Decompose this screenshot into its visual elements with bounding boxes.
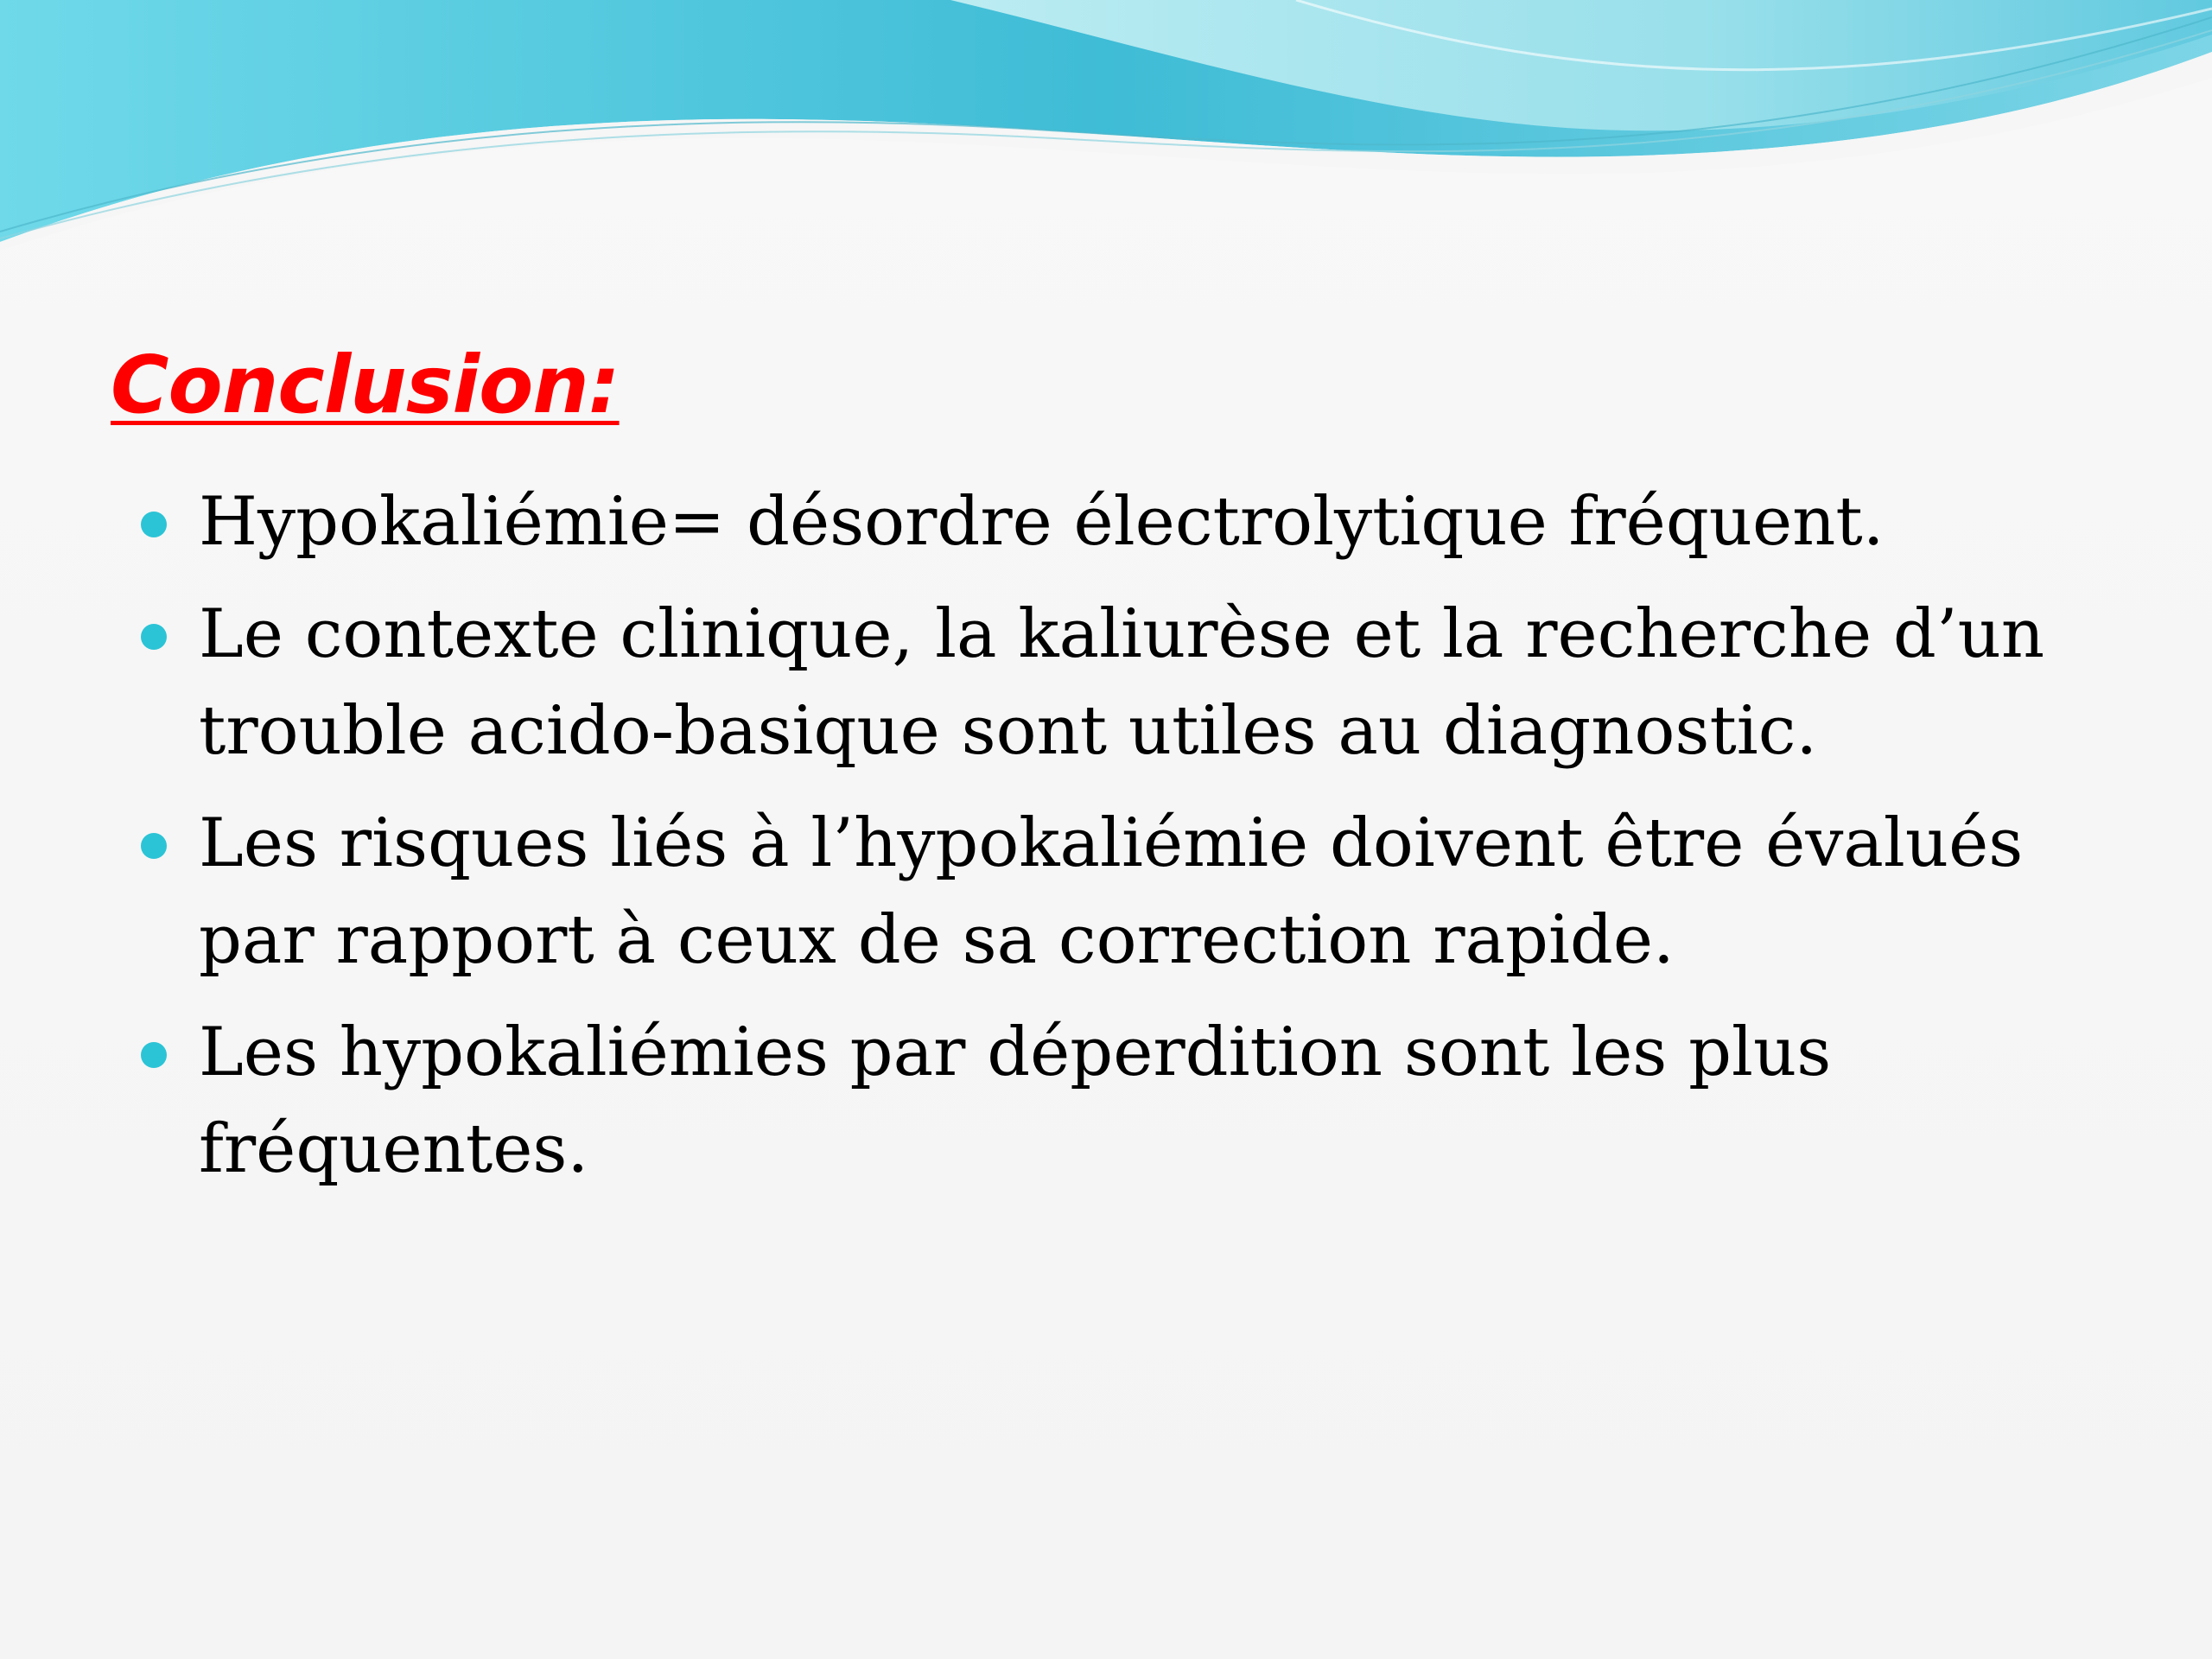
bullet-text: Les risques liés à l’hypokaliémie doivent être évalués par rapport à ceux de sa correction rapide.: [199, 804, 2024, 979]
bullet-dot-icon: [141, 512, 167, 537]
header-wave-decoration: [0, 0, 2212, 259]
bullet-item: [0, 795, 2212, 988]
bullet-item: [0, 1004, 2212, 1198]
bullet-dot-icon: [141, 624, 167, 650]
bullet-item: [0, 474, 2212, 570]
bullet-text: Hypokaliémie= désordre électrolytique fréquent.: [199, 483, 1885, 561]
slide-title: Conclusion:: [111, 339, 620, 431]
bullet-dot-icon: [141, 1042, 167, 1068]
bullet-text: Les hypokaliémies par déperdition sont les plus fréquentes.: [199, 1014, 1832, 1188]
bullet-list: [0, 474, 2212, 1213]
bullet-item: [0, 586, 2212, 779]
bullet-dot-icon: [141, 833, 167, 859]
bullet-text: Le contexte clinique, la kaliurèse et la recherche d’un trouble acido-basique sont utiles au diagnostic.: [199, 595, 2045, 770]
